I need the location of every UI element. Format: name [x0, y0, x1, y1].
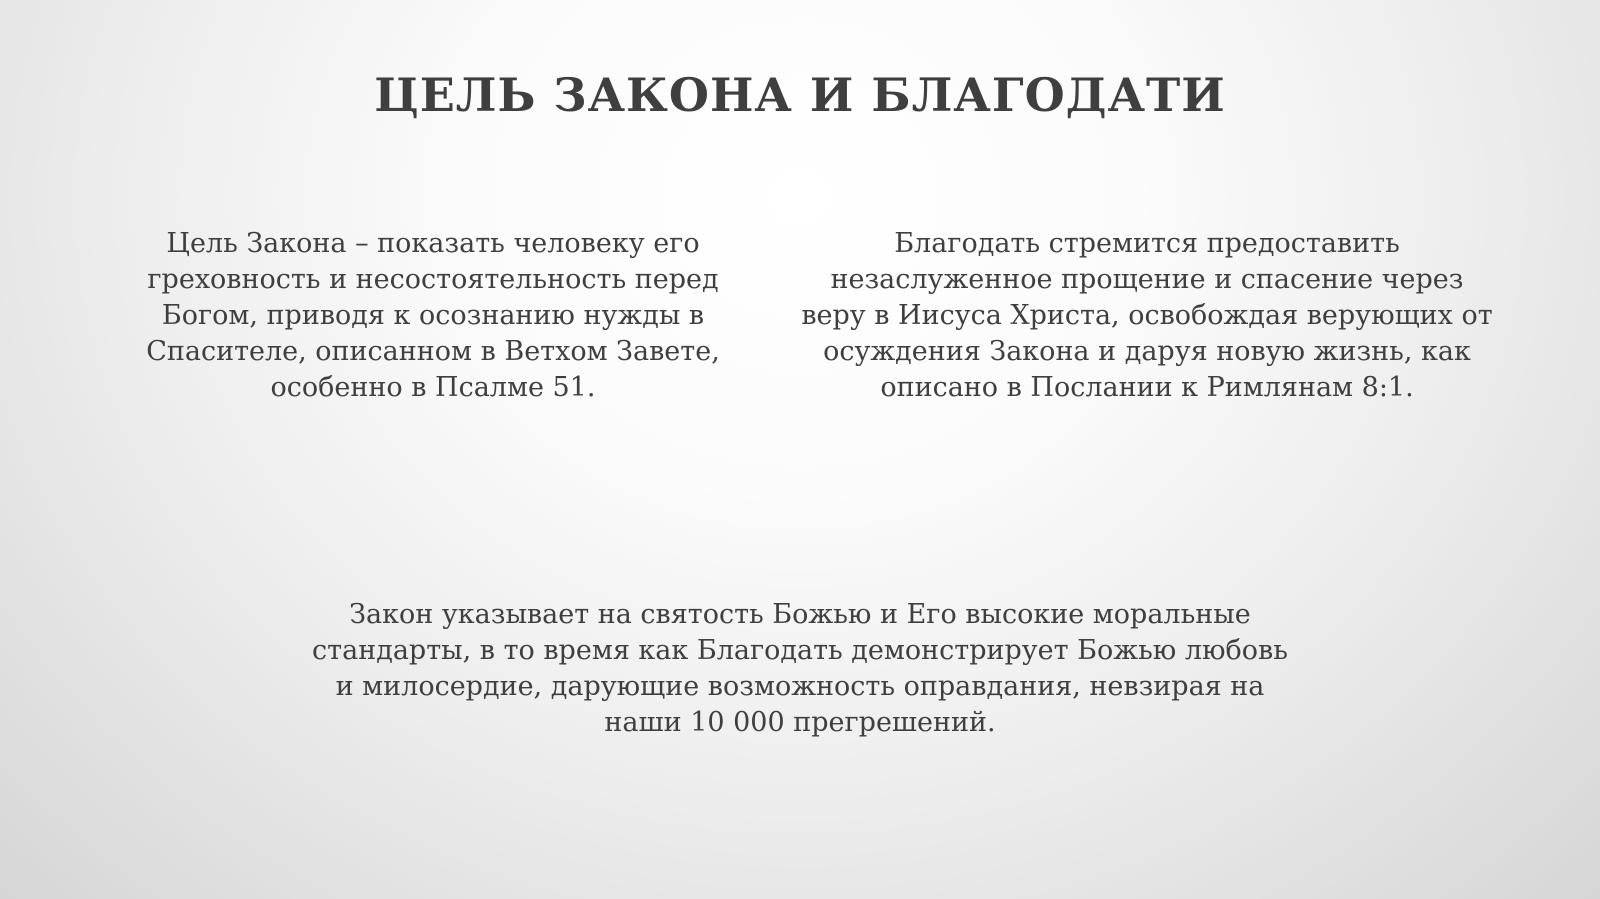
law-purpose-text: Цель Закона – показать человеку его греховность и несостоятельность перед Богом, приводя к осознанию нужды в Спасителе, описанном в Ветхом Завете, особенно в Псалме 51.: [146, 228, 720, 403]
law-and-grace-summary-text: Закон указывает на святость Божью и Его высокие моральные стандарты, в то время как Благодать демонстрирует Божью любовь и милосердие, дарующие возможность оправдания, невзирая на наши 10 000 прегрешений.: [312, 599, 1288, 738]
slide-title: ЦЕЛЬ ЗАКОНА И БЛАГОДАТИ: [374, 68, 1226, 122]
grace-purpose-text: Благодать стремится предоставить незаслуженное прощение и спасение через веру в Иисуса Христа, освобождая верующих от осуждения Закона и даруя новую жизнь, как описано в Послании к Римлянам 8:1.: [801, 228, 1493, 403]
